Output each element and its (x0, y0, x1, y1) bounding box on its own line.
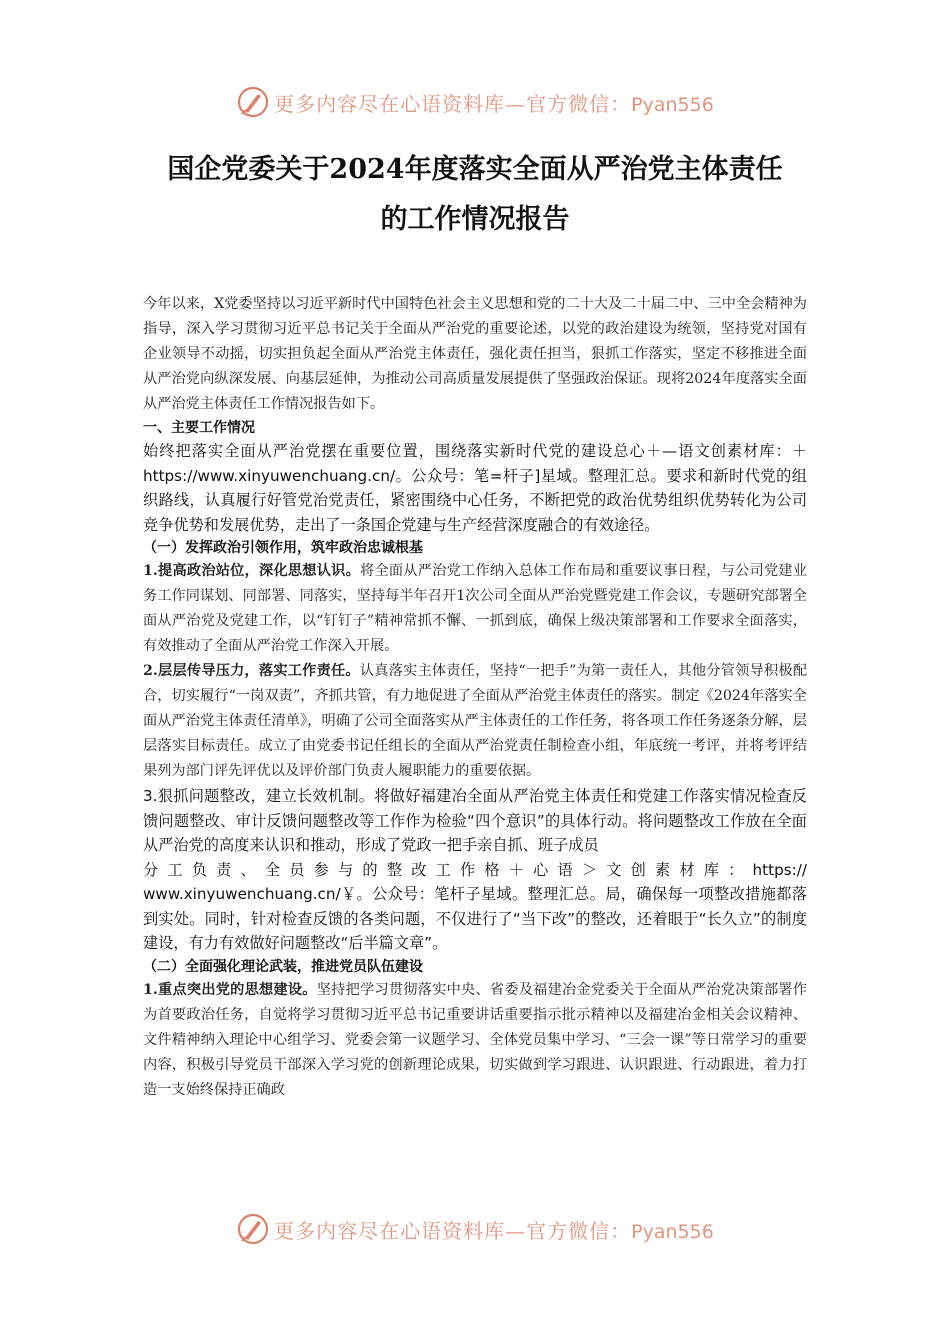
item-1-paragraph (143, 559, 807, 659)
intro-paragraph: 今年以来，X党委坚持以习近平新时代中国特色社会主义思想和党的二十大及二十届二中、三中全会精神为指导，深入学习贯彻习近平总书记关于全面从严治党的重要论述，以党的政治建设为统领，坚持党对国有企业领导不动摇，切实担负起全面从严治党主体责任，强化责任担当，狠抓工作落实，坚定不移推进全面从严治党向纵深发展、向基层延伸，为推动公司高质量发展提供了坚强政治保证。现将2024年度落实全面从严治党主体责任工作情况报告如下。 (143, 296, 807, 412)
document-body (143, 292, 807, 1103)
watermark-text: 更多内容尽在心语资料库—官方微信：Pyan556 (274, 1218, 714, 1243)
pen-logo-icon (236, 1212, 270, 1246)
item-2-lead: 2.层层传导压力，落实工作责任。 (143, 663, 360, 679)
pen-logo-icon (236, 85, 270, 119)
item-3-paragraph-a: 3.狠抓问题整改，建立长效机制。将做好福建冶全面从严治党主体责任和党建工作落实情况检查反馈问题整改、审计反馈问题整改等工作作为检验“四个意识”的具体行动。将问题整改工作放在全面从严治党的高度来认识和推动，形成了党政一把手亲自抓、班子成员 (143, 787, 807, 854)
section-1-paragraph: 始终把落实全面从严治党摆在重要位置，围绕落实新时代党的建设总心＋—语文创素材库：＋https://www.xinyuwenchuang.cn/。公众号：笔=杆子]星域。整理汇总。要求和新时代党的组织路线，认真履行好管党治党责任，紧密围绕中心任务，不断把党的政治优势组织优势转化为公司竞争优势和发展优势，走出了一条国企党建与生产经营深度融合的有效途径。 (143, 442, 807, 534)
item-3-paragraph-c: www.xinyuwenchuang.cn/￥。公众号：笔杆子星域。整理汇总。局，确保每一项整改措施都落到实处。同时，针对检查反馈的各类问题，不仅进行了“当下改”的整改，还着眼于“长久立”的制度建设，有力有效做好问题整改“后半篇文章”。 (143, 885, 807, 952)
item-1-text: 将全面从严治党工作纳入总体工作布局和重要议事日程，与公司党建业务工作同谋划、同部署、同落实，坚持每半年召开1次公司全面从严治党暨党建工作会议，专题研究部署全面从严治党及党建工作，以“钉钉子”精神常抓不懈、一抓到底，确保上级决策部署和工作要求全面落实，有效推动了全面从严治党工作深入开展。 (143, 563, 807, 654)
watermark-text: 更多内容尽在心语资料库—官方微信：Pyan556 (274, 91, 714, 116)
subsection-heading-1: （一）发挥政治引领作用，筑牢政治忠诚根基 (143, 540, 423, 556)
section-heading-1: 一、主要工作情况 (143, 420, 255, 436)
item-4-lead: 1.重点突出党的思想建设。 (143, 981, 317, 998)
item-1-lead: 1.提高政治站位，深化思想认识。 (143, 563, 361, 579)
item-4-text: 坚持把学习贯彻落实中央、省委及福建冶金党委关于全面从严治党决策部署作为首要政治任务，自觉将学习贯彻习近平总书记重要讲话重要指示批示精神以及福建冶金相关会议精神、文件精神纳入理论中心组学习、党委会第一议题学习、全体党员集中学习、“三会一课”等日常学习的重要内容，积极引导党员干部深入学习党的创新理论成果，切实做到学习跟进、认识跟进、行动跟进，着力打造一支始终保持正确政 (143, 981, 807, 1098)
item-3-paragraph-b: 分工负责、全员参与的整改工作格＋心语＞文创素材库：https:// (143, 860, 807, 879)
footer-watermark-banner (0, 1209, 950, 1249)
subsection-heading-2: （二）全面强化理论武装，推进党员队伍建设 (143, 958, 423, 975)
item-2-text: 认真落实主体责任，坚持“一把手”为第一责任人，其他分管领导积极配合，切实履行“一岗双责”，齐抓共管，有力地促进了全面从严治党主体责任的落实。制定《2024年落实全面从严治党主体责任清单》，明确了公司全面落实从严主体责任的工作任务，将各项工作任务逐条分解，层层落实目标责任。成立了由党委书记任组长的全面从严治党责任制检查小组，年底统一考评，并将考评结果列为部门评先评优以及评价部门负责人履职能力的重要依据。 (143, 663, 808, 779)
item-2-paragraph (143, 659, 807, 784)
document-title-line-2: 的工作情况报告 (380, 204, 570, 235)
header-watermark-banner (0, 82, 950, 122)
item-4-paragraph (143, 978, 807, 1103)
document-title-line-1: 国企党委关于2024年度落实全面从严治党主体责任 (167, 154, 783, 185)
